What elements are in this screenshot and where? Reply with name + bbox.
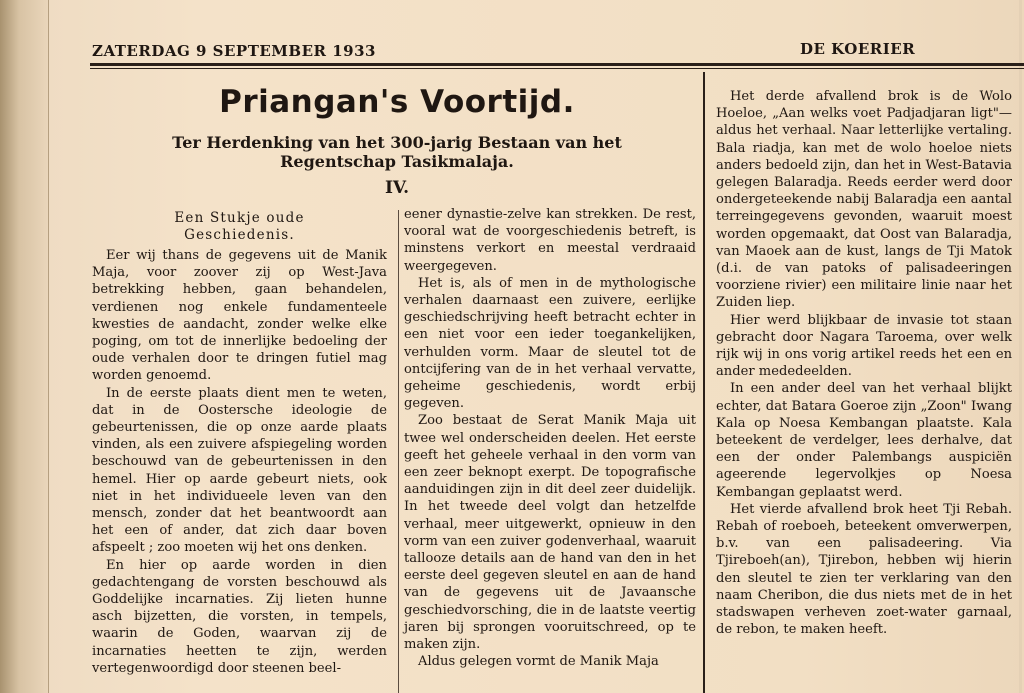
masthead-date: ZATERDAG 9 SEPTEMBER 1933	[92, 42, 376, 60]
masthead	[92, 40, 1024, 64]
masthead-rule-thin	[90, 68, 1024, 69]
article-headline: Priangan's Voortijd.	[219, 84, 575, 120]
paragraph: En hier op aarde worden in dien gedachtengang de vorsten beschouwd als Goddelijke incarnaties. Zij lieten hunne asch bijzetten, die vorsten, in tempels, waarin de Goden, waarvan zij de incarnaties heetten te zijn, werden vertegenwoordigd door steenen beel-	[92, 557, 387, 676]
paragraph: Zoo bestaat de Serat Manik Maja uit twee wel onderscheiden deelen. Het eerste geeft het geheele verhaal in den vorm van een zeer beknopt exerpt. De topografische aanduidingen zijn in dit deel zeer duidelijk. In het tweede deel volgt dan hetzelfde verhaal, meer uitgewerkt, opnieuw in den vorm van een zuiver godenverhaal, waaruit tallooze details aan de hand van den in het eerste deel gegeven sleutel en aan de hand van de gegevens uit de Javaansche geschiedvorsching, die in de laatste veertig jaren bij sprongen vooruitschreed, op te maken zijn.	[404, 413, 696, 653]
article-subhead-line-2: Regentschap Tasikmalaja.	[280, 152, 514, 171]
article-subhead	[100, 133, 694, 171]
section-title	[92, 210, 387, 244]
paragraph: In een ander deel van het verhaal blijkt echter, dat Batara Goeroe zijn „Zoon" Iwang Kala op Noesa Kembangan plaatste. Kala beteekent de verdelger, lees derhalve, dat een der onder Palembangs auspiciën ageerende legervolkjes op Noesa Kembangan geplaatst werd.	[716, 381, 1012, 500]
paragraph: eener dynastie-zelve kan strekken. De rest, vooral wat de voorgeschiedenis betreft, is minstens verkort en meestal verdraaid weergegeven.	[404, 207, 696, 274]
paragraph: Het vierde afvallend brok heet Tji Rebah. Rebah of roeboeh, beteekent omverwerpen, b.v. van een palisadeering. Via Tjireboeh(an), Tjirebon, hebben wij hierin den sleutel te zien ter verklaring van den naam Cheribon, die dus niets met de in het stadswapen verheven zoet-water garnaal, de rebon, te maken heeft.	[716, 501, 1012, 638]
article-subhead-line-1: Ter Herdenking van het 300-jarig Bestaan van het	[172, 133, 622, 152]
paragraph: Het is, als of men in de mythologische verhalen daarnaast een zuivere, eerlijke geschiedschrijving heeft betracht echter in een niet voor een ieder toegankelijken, verhulden vorm. Maar de sleutel tot de ontcijfering van de in het verhaal vervatte, geheime geschiedenis, wordt erbij gegeven.	[404, 275, 696, 412]
page-binding-shadow	[0, 0, 49, 693]
column-divider-right	[703, 72, 705, 693]
masthead-rule-thick	[90, 63, 1024, 66]
paragraph: In de eerste plaats dient men te weten, dat in de Oostersche ideologie de gebeurtenissen, die op onze aarde plaats vinden, als een zuivere afspiegeling worden beschouwd van de gebeurtenissen in den hemel. Hier op aarde gebeurt niets, ook niet in het individueele leven van den mensch, zonder dat het beantwoordt aan het een of ander, dat zich daar boven afspeelt ; zoo moeten wij het ons denken.	[92, 385, 387, 556]
section-title-line-2: Geschiedenis.	[184, 227, 295, 243]
article-part-number: IV.	[384, 178, 410, 198]
text-column-2	[404, 206, 696, 670]
paragraph: Aldus gelegen vormt de Manik Maja	[418, 654, 659, 670]
text-column-3	[716, 88, 1012, 639]
paragraph: Eer wij thans de gegevens uit de Manik Maja, voor zoover zij op West-Java betrekking hebben, gaan behandelen, verdienen nog enkele fundamenteele kwesties de aandacht, zonder welke elke poging, om tot de innerlijke bedoeling der oude verhalen door te dringen futiel mag worden genoemd.	[92, 248, 387, 384]
page-edge	[1019, 0, 1022, 693]
paragraph: Het derde afvallend brok is de Wolo Hoeloe, „Aan welks voet Padjadjaran ligt"—aldus het verhaal. Naar letterlijke vertaling. Bala riadja, kan met de wolo hoeloe niets anders bedoeld zijn, dan het in West-Batavia gelegen Balaradja. Reeds eerder werd door ondergeteekende nabij Balaradja een aantal terreingegevens gevonden, waaruit moest worden opgemaakt, dat Oost van Balaradja, van Maoek aan de kust, langs de Tji Matok (d.i. de van patoks of palisadeeringen voorziene rivier) een militaire linie naar het Zuiden liep.	[716, 89, 1012, 311]
column-divider-middle	[398, 210, 399, 693]
masthead-paper-name: DE KOERIER	[800, 40, 916, 58]
paragraph: Hier werd blijkbaar de invasie tot staan gebracht door Nagara Taroema, over welk rijk wij in ons vorig artikel reeds het een en ander mededeelden.	[716, 312, 1012, 380]
text-column-1	[92, 210, 387, 677]
section-title-line-1: Een Stukje oude	[174, 210, 305, 226]
